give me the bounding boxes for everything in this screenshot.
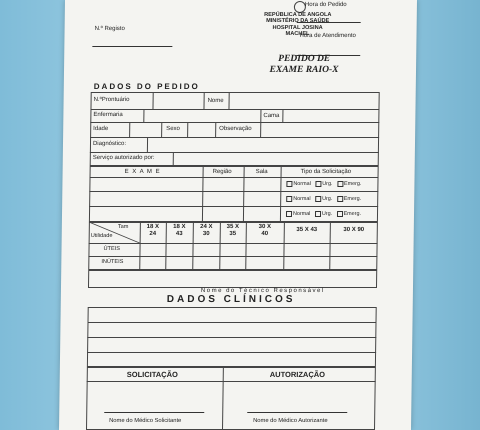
emerg-checkbox[interactable] [337,196,343,202]
uteis-label: ÚTEIS [103,246,121,252]
urg-checkbox[interactable] [315,211,321,217]
institution-line-4: MACHEL [285,30,310,37]
grid-line [143,109,144,122]
section-dados-pedido: DADOS DO PEDIDO [93,82,200,91]
grid-line [147,137,148,152]
size-bottom: 35 [229,231,237,237]
size-top: 35 X [226,224,240,230]
grid-line [87,337,376,338]
medico-solicitante-label: Nome do Médico Solicitante [109,418,182,424]
grid-line [89,243,378,244]
grid-line [88,256,377,257]
institution-line-1: REPÚBLICA DE ANGOLA [264,12,332,18]
urg-label: Urg. [321,211,333,218]
emerg-checkbox[interactable] [337,211,343,217]
normal-label: Normal [293,196,311,203]
institution-line-3: HOSPITAL JOSINA [272,24,323,31]
grid-line [161,122,162,137]
grid-line [129,122,130,137]
grid-line [223,381,376,382]
urg-checkbox[interactable] [315,181,321,187]
dados-clinicos-title: DADOS CLÍNICOS [166,294,296,305]
prontuario-label: N.ºProntuário [93,97,130,103]
tipo-options-row-3 [286,211,364,217]
normal-checkbox[interactable] [286,196,292,202]
exame-header: E X A M E [124,169,161,175]
size-col [246,224,284,238]
form-title [224,54,384,76]
servico-label: Serviço autorizado por: [92,155,155,161]
title-line-1: PEDIDO DE [278,54,331,64]
size-top: 30 X [258,224,272,230]
regiao-header: Região [212,169,232,175]
size-col [193,224,220,238]
grid-line [90,109,379,110]
tecnico-label: Nome do Técnico Responsável [200,288,325,294]
size-top: 30 X 90 [343,227,365,233]
nome-label: Nome [207,98,224,104]
solicitacao-title: SOLICITAÇÃO [126,370,178,379]
size-bottom: 40 [261,231,269,237]
grid-line [87,352,376,353]
size-bottom: 24 [149,231,157,237]
emerg-label: Emerg. [343,196,362,203]
hora-atendimento-label: Hora de Atendimento [299,33,356,39]
registo-label: N.º Registo [94,26,125,32]
tipo-options-row-2 [286,196,364,202]
grid-line [215,122,216,137]
observacao-label: Observação [219,126,252,132]
hora-pedido-line [297,22,361,23]
emerg-checkbox[interactable] [337,181,343,187]
solicitante-signature-line [104,412,204,413]
enfermaria-label: Enfermaria [93,112,123,118]
grid-line [90,152,379,153]
tam-label: Tam [117,224,129,230]
title-line-2: EXAME RAIO-X [269,65,339,75]
urg-label: Urg. [322,196,333,203]
grid-line [89,191,378,192]
utilidade-label: Utilidade [90,233,113,239]
grid-line [260,122,261,137]
sexo-label: Sexo [166,126,180,132]
normal-label: Normal [292,211,311,218]
hora-pedido-label: Hora do Pedido [304,2,347,8]
registo-line [92,46,172,47]
inuteis-label: INÚTEIS [101,259,124,265]
grid-line [260,109,261,122]
tipo-options-row-1 [286,181,364,187]
size-col [140,224,166,238]
cama-label: Cama [263,113,280,119]
size-col [330,227,378,234]
urg-label: Urg. [322,181,333,188]
emerg-label: Emerg. [343,211,361,218]
autorizacao-title: AUTORIZAÇÃO [269,370,326,379]
urg-checkbox[interactable] [315,196,321,202]
tipo-header: Tipo da Solicitação [300,169,352,175]
size-col [166,224,193,238]
normal-checkbox[interactable] [286,211,292,217]
grid-line [90,122,379,123]
size-bottom: 43 [175,231,183,237]
emerg-label: Emerg. [343,181,362,188]
idade-label: Idade [93,126,109,132]
size-top: 18 X [146,224,160,230]
grid-line [87,322,376,323]
grid-line [282,109,283,122]
medico-autorizante-label: Nome do Médico Autorizante [253,418,328,424]
size-col [220,224,246,238]
size-bottom: 30 [202,231,210,237]
institution-line-2: MINISTÉRIO DA SAÚDE [266,18,330,25]
grid-line [173,152,174,166]
xray-request-form [59,0,417,430]
tecnico-box [88,270,377,288]
size-col [284,227,330,234]
diagnostico-label: Diagnóstico: [92,141,127,147]
normal-checkbox[interactable] [286,181,292,187]
grid-line [90,177,379,178]
autorizante-signature-line [247,412,347,413]
size-top: 18 X [173,224,186,230]
size-top: 35 X 43 [296,227,318,233]
size-top: 24 X [200,224,213,230]
grid-line [89,206,378,207]
normal-label: Normal [293,181,311,188]
grid-line [87,381,223,382]
grid-line [90,137,379,138]
grid-line [187,122,188,137]
sala-header: Sala [255,169,268,175]
